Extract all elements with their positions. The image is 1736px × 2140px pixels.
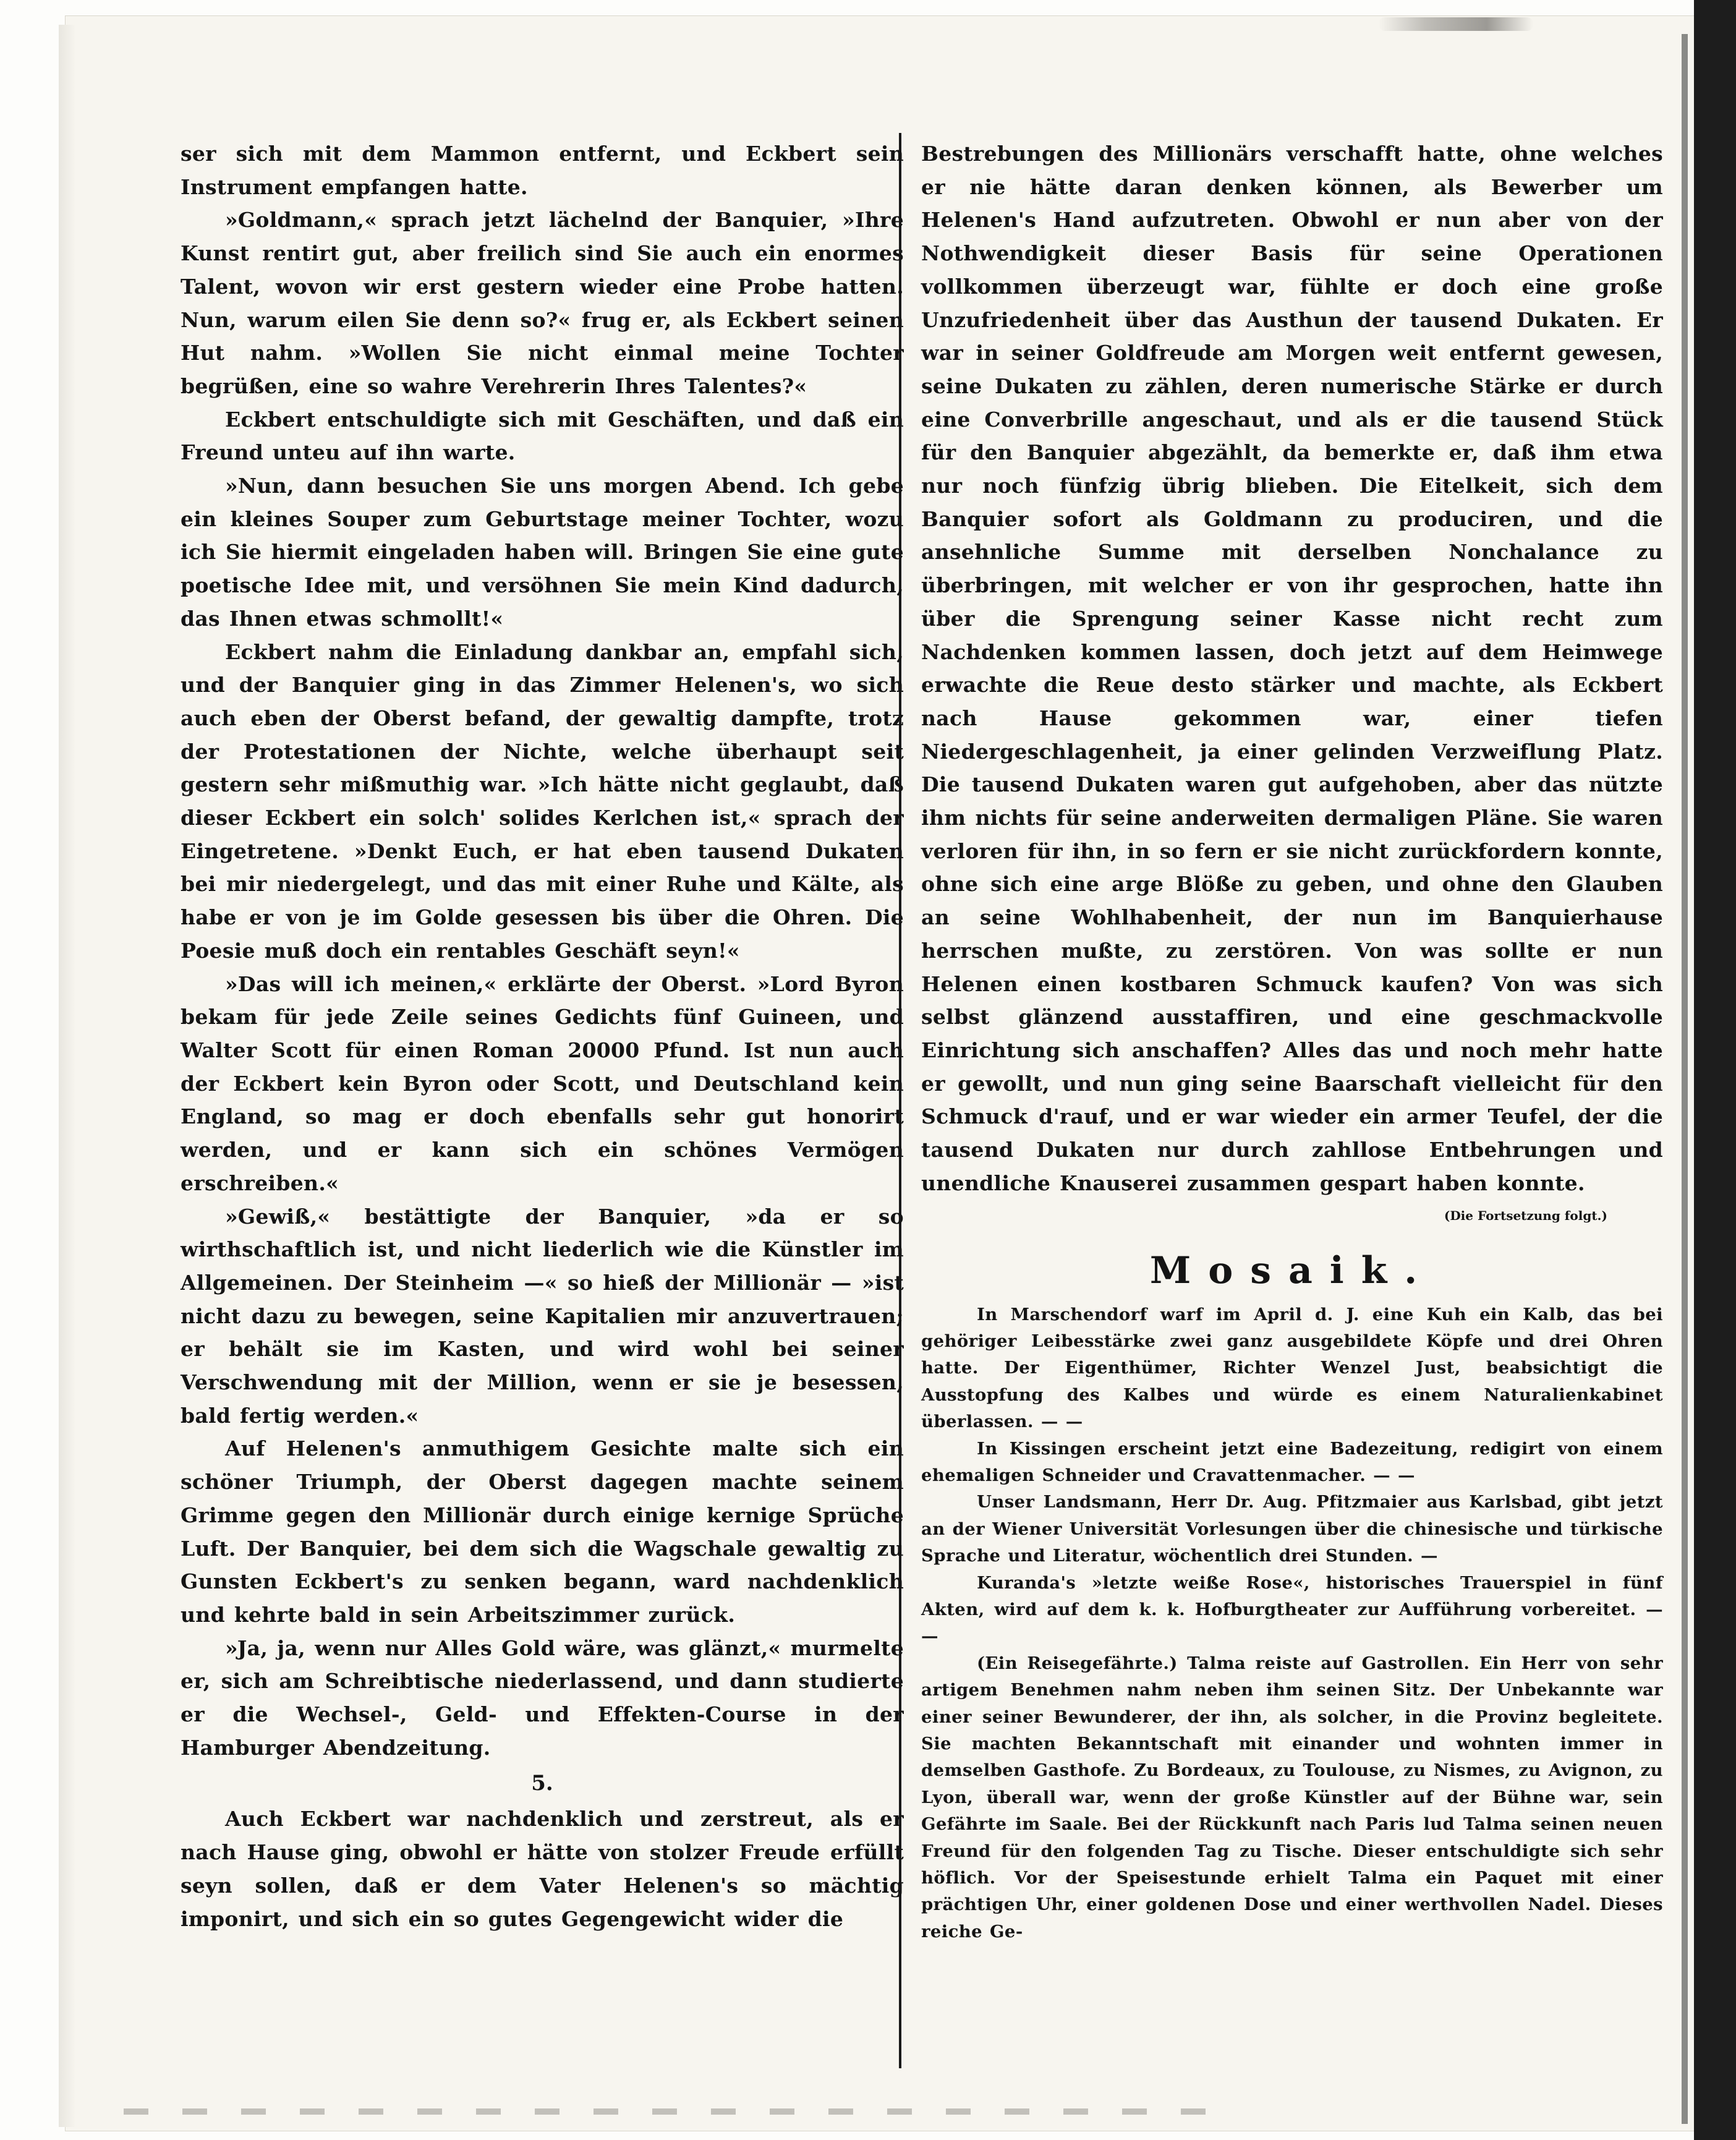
paragraph: »Goldmann,« sprach jetzt lächelnd der Banquier, »Ihre Kunst rentirt gut, aber freilich sind Sie auch ein enormes Talent, wovon wir erst gestern wieder eine Probe hatten. Nun, warum eilen Sie denn so?« frug er, als Eckbert seinen Hut nahm. »Wollen Sie nicht einmal meine Tochter begrüßen, eine so wahre Verehrerin Ihres Talentes?« <box>181 208 904 398</box>
continuation-note: (Die Fortsetzung folgt.) <box>1444 1208 1607 1223</box>
binding-shadow <box>59 25 76 2127</box>
paragraph: Eckbert nahm die Einladung dankbar an, empfahl sich, und der Banquier ging in das Zimmer Helenen's, wo sich auch eben der Oberst befand, der gewaltig dampfte, trotz der Protestationen der Nichte, welche überhaupt seit gestern sehr mißmuthig war. »Ich hätte nicht geglaubt, daß dieser Eckbert ein solch' solides Kerlchen ist,« sprach der Eingetretene. »Denkt Euch, er hat eben tausend Dukaten bei mir niedergelegt, und das mit einer Ruhe und Kälte, als habe er von je im Golde gesessen bis über die Ohren. Die Poesie muß doch ein rentables Geschäft seyn!« <box>181 639 904 963</box>
paragraph: ser sich mit dem Mammon entfernt, und Eckbert sein Instrument empfangen hatte. <box>181 142 904 199</box>
paragraph: Auf Helenen's anmuthigem Gesichte malte sich ein schöner Triumph, der Oberst dagegen machte seinem Grimme gegen den Millionär durch einige kernige Sprüche Luft. Der Banquier, bei dem sich die Wagschale gewaltig zu Gunsten Eckbert's zu senken begann, ward nachdenklich und kehrte bald in sein Arbeitszimmer zurück. <box>181 1436 904 1627</box>
section-title: Mosaik. <box>1149 1248 1435 1292</box>
news-item: (Ein Reisegefährte.) Talma reiste auf Gastrollen. Ein Herr von sehr artigem Benehmen nahm neben ihm seinen Sitz. Der Unbekannte war einer seiner Bewunderer, der ihn, als solcher, in die Provinz begleitete. Sie machten Bekanntschaft mit einander und wohnten immer in demselben Gasthofe. Zu Bordeaux, zu Toulouse, zu Nismes, zu Avignon, zu Lyon, überall war, wenn der große Künstler auf der Bühne war, sein Gefährte im Saale. Bei der Rückkunft nach Paris lud Talma seinen neuen Freund für den folgenden Tag zu Tische. Dieser entschuldigte sich sehr höflich. Vor der Speisestunde erhielt Talma ein Paquet mit einer prächtigen Uhr, einer goldenen Dose und einer werthvollen Nadel. Dieses reiche Ge- <box>921 1653 1663 1942</box>
news-item: Kuranda's »letzte weiße Rose«, historisches Trauerspiel in fünf Akten, wird auf dem k. k. Hofburgtheater zur Aufführung vorbereitet. — — <box>921 1572 1663 1647</box>
paragraph: »Gewiß,« bestättigte der Banquier, »da er so wirthschaftlich ist, und nicht liederlich wie die Künstler im Allgemeinen. Der Steinheim —« so hieß der Millionär — »ist nicht dazu zu bewegen, seine Kapitalien mir anzuvertrauen; er behält sie im Kasten, und wird wohl bei seiner Verschwendung mit der Million, wenn er sie je besessen, bald fertig werden.« <box>181 1204 904 1428</box>
page-edge <box>1682 34 1688 2124</box>
paragraph: »Das will ich meinen,« erklärte der Oberst. »Lord Byron bekam für jede Zeile seines Gedichts fünf Guineen, und Walter Scott für einen Roman 20000 Pfund. Ist nun auch der Eckbert kein Byron oder Scott, und Deutschland kein England, so mag er doch ebenfalls sehr gut honorirt werden, und er kann sich ein schönes Vermögen erschreiben.« <box>181 971 904 1195</box>
paragraph: Eckbert entschuldigte sich mit Geschäften, und daß ein Freund unteu auf ihn warte. <box>181 407 904 465</box>
paragraph: Auch Eckbert war nachdenklich und zerstreut, als er nach Hause ging, obwohl er hätte von stolzer Freude erfüllt seyn sollen, daß er dem Vater Helenen's so mächtig imponirt, und sich ein so gutes Gegengewicht wider die <box>181 1807 904 1931</box>
section-number: 5. <box>531 1771 553 1796</box>
news-item: Unser Landsmann, Herr Dr. Aug. Pfitzmaier aus Karlsbad, gibt jetzt an der Wiener Universität Vorlesungen über die chinesische und türkische Sprache und Literatur, wöchentlich drei Stunden. — <box>921 1492 1663 1566</box>
ink-smudge <box>1379 17 1533 31</box>
paragraph: Bestrebungen des Millionärs verschafft hatte, ohne welches er nie hätte daran denken können, als Bewerber um Helenen's Hand aufzutreten. Obwohl er nun aber von der Nothwendigkeit dieser Basis für seine Operationen vollkommen überzeugt war, fühlte er doch eine große Unzufriedenheit über das Austhun der tausend Dukaten. Er war in seiner Goldfreude am Morgen weit entfernt gewesen, seine Dukaten zu zählen, deren numerische Stärke er durch eine Converbrille angeschaut, und als er die tausend Stück für den Banquier abgezählt, da bemerkte er, daß ihm etwa nur noch fünfzig übrig blieben. Die Eitelkeit, sich dem Banquier sofort als Goldmann zu produciren, und die ansehnliche Summe mit derselben Nonchalance zu überbringen, mit welcher er von ihr gesprochen, hatte ihn über die Sprengung seiner Kasse nicht recht zum Nachdenken kommen lassen, doch jetzt auf dem Heimwege erwachte die Reue desto stärker und machte, als Eckbert nach Hause gekommen war, einer tiefen Niedergeschlagenheit, ja einer gelinden Verzweiflung Platz. Die tausend Dukaten waren gut aufgehoben, aber das nützte ihm nichts für seine anderweiten dermaligen Pläne. Sie waren verloren für ihn, in so fern er sie nicht zurückfordern konnte, ohne sich eine arge Blöße zu geben, und ohne den Glauben an seine Wohlhabenheit, der nun im Banquierhause herrschen mußte, zu zerstören. Von was sollte er nun Helenen einen kostbaren Schmuck kaufen? Von was sich selbst glänzend ausstaffiren, und eine geschmackvolle Einrichtung sich anschaffen? Alles das und noch mehr hatte er gewollt, und nun ging seine Baarschaft vielleicht für den Schmuck d'rauf, und er war wieder ein armer Teufel, der die tausend Dukaten nur durch zahllose Entbehrungen und unendliche Knauserei zusammen gespart haben konnte. <box>921 142 1663 1195</box>
news-item: In Kissingen erscheint jetzt eine Badezeitung, redigirt von einem ehemaligen Schneider und Cravattenmacher. — — <box>921 1438 1663 1485</box>
left-column <box>181 137 904 1935</box>
news-item: In Marschendorf warf im April d. J. eine Kuh ein Kalb, das bei gehöriger Leibesstärke zwei ganz ausgebildete Köpfe und drei Ohren hatte. Der Eigenthümer, Richter Wenzel Just, beabsichtigt die Ausstopfung des Kalbes und würde es einem Naturalienkabinet überlassen. — — <box>921 1304 1663 1432</box>
ink-smudge <box>124 2108 1206 2115</box>
scan-border <box>1694 0 1736 2140</box>
right-column <box>921 137 1663 1945</box>
paragraph: »Nun, dann besuchen Sie uns morgen Abend. Ich gebe ein kleines Souper zum Geburtstage meiner Tochter, wozu ich Sie hiermit eingeladen haben will. Bringen Sie eine gute poetische Idee mit, und versöhnen Sie mein Kind dadurch, das Ihnen etwas schmollt!« <box>181 474 904 631</box>
paragraph: »Ja, ja, wenn nur Alles Gold wäre, was glänzt,« murmelte er, sich am Schreibtische niederlassend, und dann studierte er die Wechsel-, Geld- und Effekten-Course in der Hamburger Abendzeitung. <box>181 1635 904 1760</box>
